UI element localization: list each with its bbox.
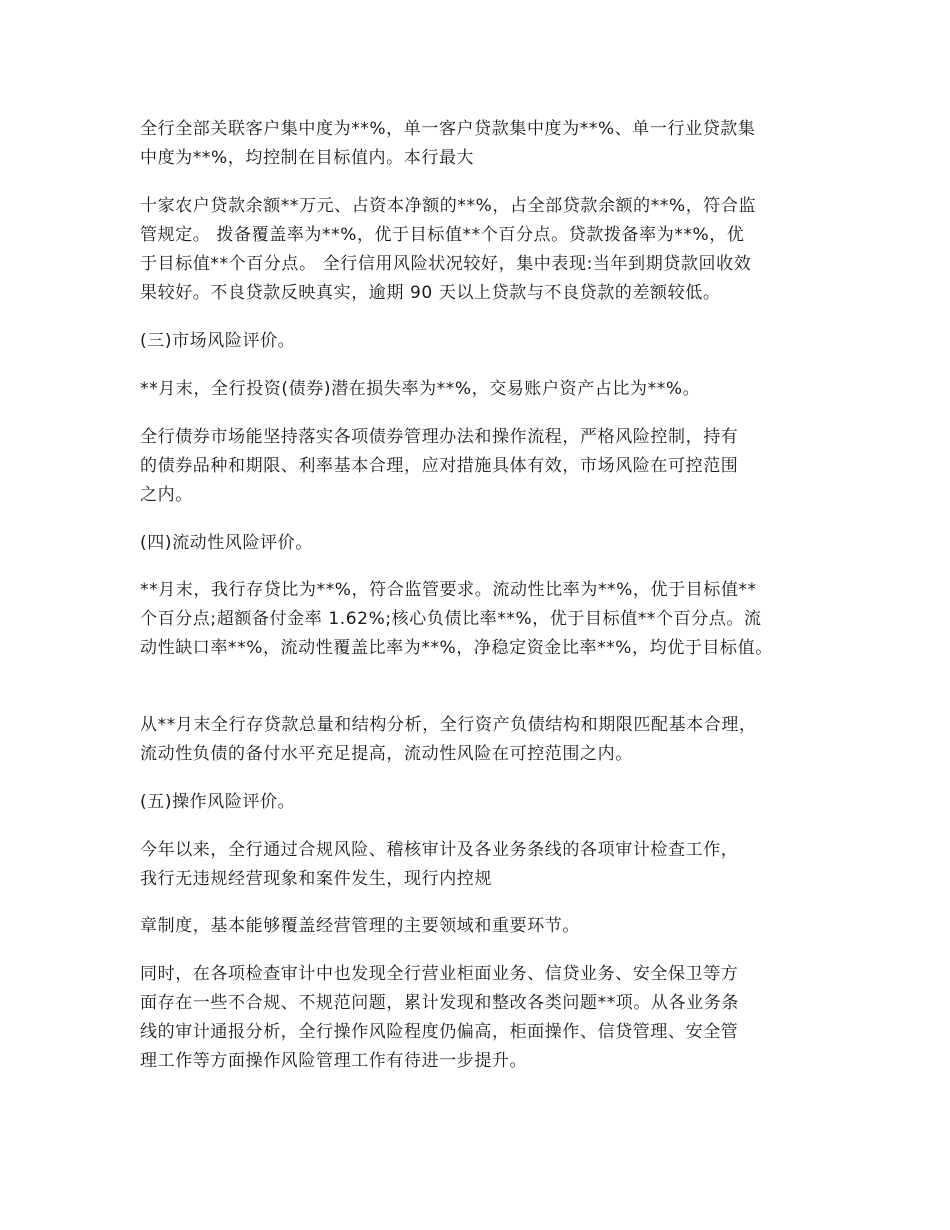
paragraph-liquidity-ratios	[140, 576, 830, 663]
paragraph-audit-work	[140, 836, 830, 894]
heading-operational-risk	[140, 788, 830, 817]
text-line: **月末，我行存贷比为**%，符合监管要求。流动性比率为**%，优于目标值**	[140, 580, 757, 600]
text-line: 果较好。不良贷款反映真实，逾期 90 天以上贷款与不良贷款的差额较低。	[140, 283, 721, 303]
text-line: 线的审计通报分析，全行操作风险程度仍偏高，柜面操作、信贷管理、安全管	[140, 1022, 739, 1042]
paragraph-concentration	[140, 115, 830, 173]
text-line: 我行无违规经营现象和案件发生，现行内控规	[140, 869, 492, 889]
paragraph-liquidity-structure	[140, 711, 830, 769]
paragraph-credit-risk	[140, 192, 830, 308]
text-line: **月末，全行投资(债券)潜在损失率为**%，交易账户资产占比为**%。	[140, 379, 701, 399]
text-line: 之内。	[140, 485, 193, 505]
text-line: 同时，在各项检查审计中也发现全行营业柜面业务、信贷业务、安全保卫等方	[140, 964, 739, 984]
text-line: 管规定。 拨备覆盖率为**%，优于目标值**个百分点。贷款拨备率为**%，优	[140, 225, 745, 245]
text-line: 从**月末全行存贷款总量和结构分析，全行资产负债结构和期限匹配基本合理，	[140, 715, 757, 735]
paragraph-market-loss-rate	[140, 375, 830, 404]
paragraph-internal-rules	[140, 912, 830, 941]
text-line: 今年以来，全行通过合规风险、稽核审计及各业务条线的各项审计检查工作，	[140, 840, 739, 860]
text-line: 于目标值**个百分点。 全行信用风险状况较好，集中表现:当年到期贷款回收效	[140, 254, 752, 274]
text-line: 全行全部关联客户集中度为**%，单一客户贷款集中度为**%、单一行业贷款集	[140, 119, 756, 139]
text-line: 章制度，基本能够覆盖经营管理的主要领域和重要环节。	[140, 916, 580, 936]
heading-market-risk	[140, 327, 830, 356]
text-line: 流动性负债的备付水平充足提高，流动性风险在可控范围之内。	[140, 744, 633, 764]
text-line: 的债券品种和期限、利率基本合理，应对措施具体有效，市场风险在可控范围	[140, 456, 739, 476]
section-heading: (三)市场风险评价。	[140, 331, 296, 351]
text-line: 十家农户贷款余额**万元、占资本净额的**%，占全部贷款余额的**%，符合监	[140, 196, 757, 216]
heading-liquidity-risk	[140, 529, 830, 558]
text-line: 理工作等方面操作风险管理工作有待进一步提升。	[140, 1051, 528, 1071]
paragraph-audit-findings	[140, 960, 830, 1076]
section-heading: (五)操作风险评价。	[140, 792, 296, 812]
text-line: 面存在一些不合规、不规范问题，累计发现和整改各类问题**项。从各业务条	[140, 993, 739, 1013]
paragraph-bond-management	[140, 423, 830, 510]
text-line: 个百分点;超额备付金率 1.62%;核心负债比率**%，优于目标值**个百分点。流	[140, 609, 762, 629]
text-line: 动性缺口率**%，流动性覆盖比率为**%，净稳定资金比率**%，均优于目标值。	[140, 638, 773, 658]
text-line: 全行债券市场能坚持落实各项债券管理办法和操作流程，严格风险控制，持有	[140, 427, 739, 447]
section-heading: (四)流动性风险评价。	[140, 533, 313, 553]
text-line: 中度为**%，均控制在目标值内。本行最大	[140, 148, 475, 168]
